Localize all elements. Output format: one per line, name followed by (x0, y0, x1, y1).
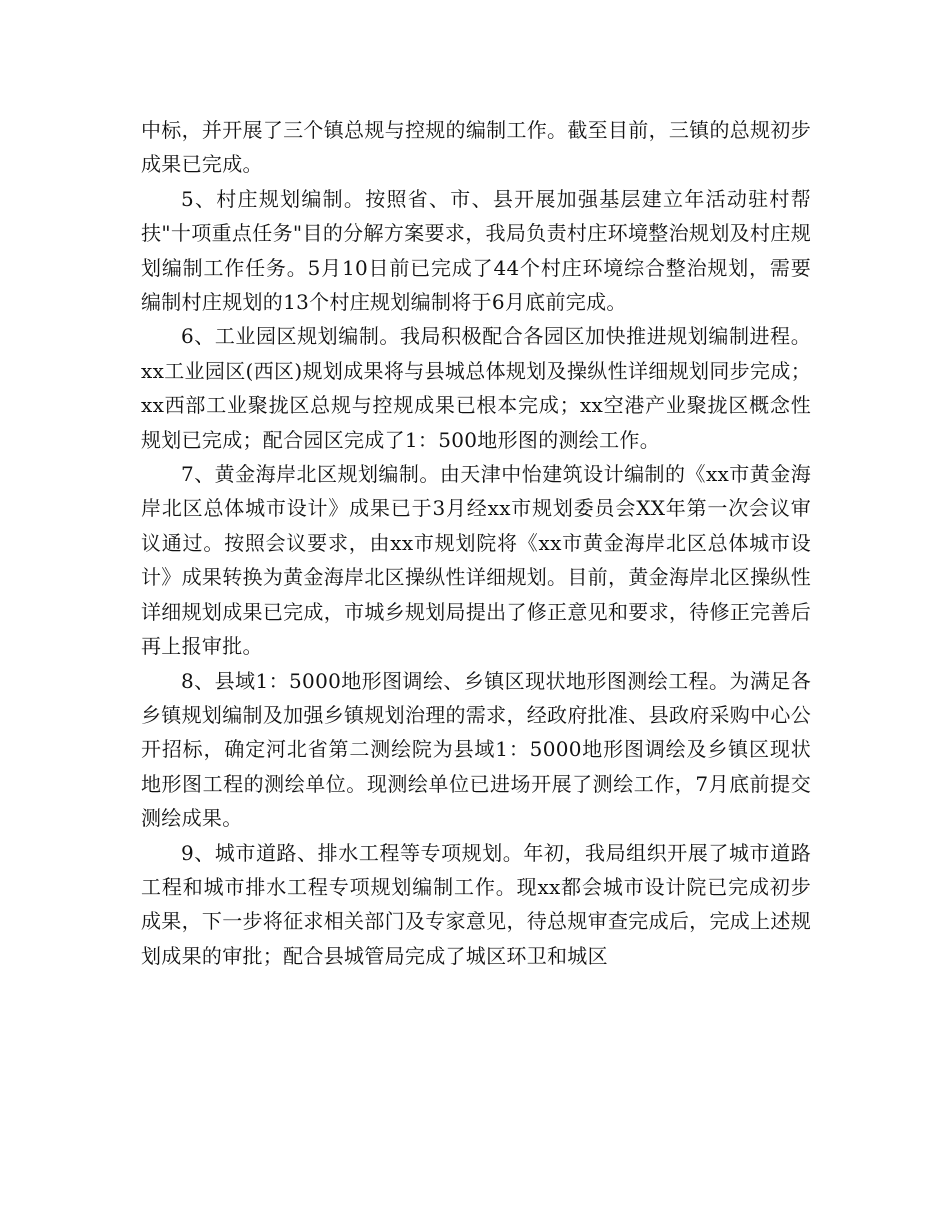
document-page (141, 113, 811, 973)
paragraph-road-drainage-planning: 9、城市道路、排水工程等专项规划。年初，我局组织开展了城市道路工程和城市排水工程专项规划编制工作。现xx都会城市设计院已完成初步成果，下一步将征求相关部门及专家意见，待总规审查完成后，完成上述规划成果的审批；配合县城管局完成了城区环卫和城区 (141, 840, 811, 968)
paragraph-village-planning: 5、村庄规划编制。按照省、市、县开展加强基层建立年活动驻村帮扶"十项重点任务"目的分解方案要求，我局负责村庄环境整治规划及村庄规划编制工作任务。5月10日前已完成了44个村庄环境综合整治规划，需要编制村庄规划的13个村庄规划编制将于6月底前完成。 (141, 186, 811, 315)
paragraph-topographic-survey: 8、县域1：5000地形图调绘、乡镇区现状地形图测绘工程。为满足各乡镇规划编制及加强乡镇规划治理的需求，经政府批准、县政府采购中心公开招标，确定河北省第二测绘院为县域1：5000地形图调绘及乡镇区现状地形图工程的测绘单位。现测绘单位已进场开展了测绘工作，7月底前提交测绘成果。 (141, 668, 811, 831)
paragraph-gold-coast-planning: 7、黄金海岸北区规划编制。由天津中怡建筑设计编制的《xx市黄金海岸北区总体城市设计》成果已于3月经xx市规划委员会XX年第一次会议审议通过。按照会议要求，由xx市规划院将《xx市黄金海岸北区总体城市设计》成果转换为黄金海岸北区操纵性详细规划。目前，黄金海岸北区操纵性详细规划成果已完成，市城乡规划局提出了修正意见和要求，待修正完善后再上报审批。 (141, 462, 811, 659)
paragraph-continuation: 中标，并开展了三个镇总规与控规的编制工作。截至目前，三镇的总规初步成果已完成。 (141, 118, 811, 177)
paragraph-industrial-park-planning: 6、工业园区规划编制。我局积极配合各园区加快推进规划编制进程。xx工业园区(西区)规划成果将与县城总体规划及操纵性详细规划同步完成；xx西部工业聚拢区总规与控规成果已根本完成；xx空港产业聚拢区概念性规划已完成；配合园区完成了1：500地形图的测绘工作。 (141, 324, 811, 452)
